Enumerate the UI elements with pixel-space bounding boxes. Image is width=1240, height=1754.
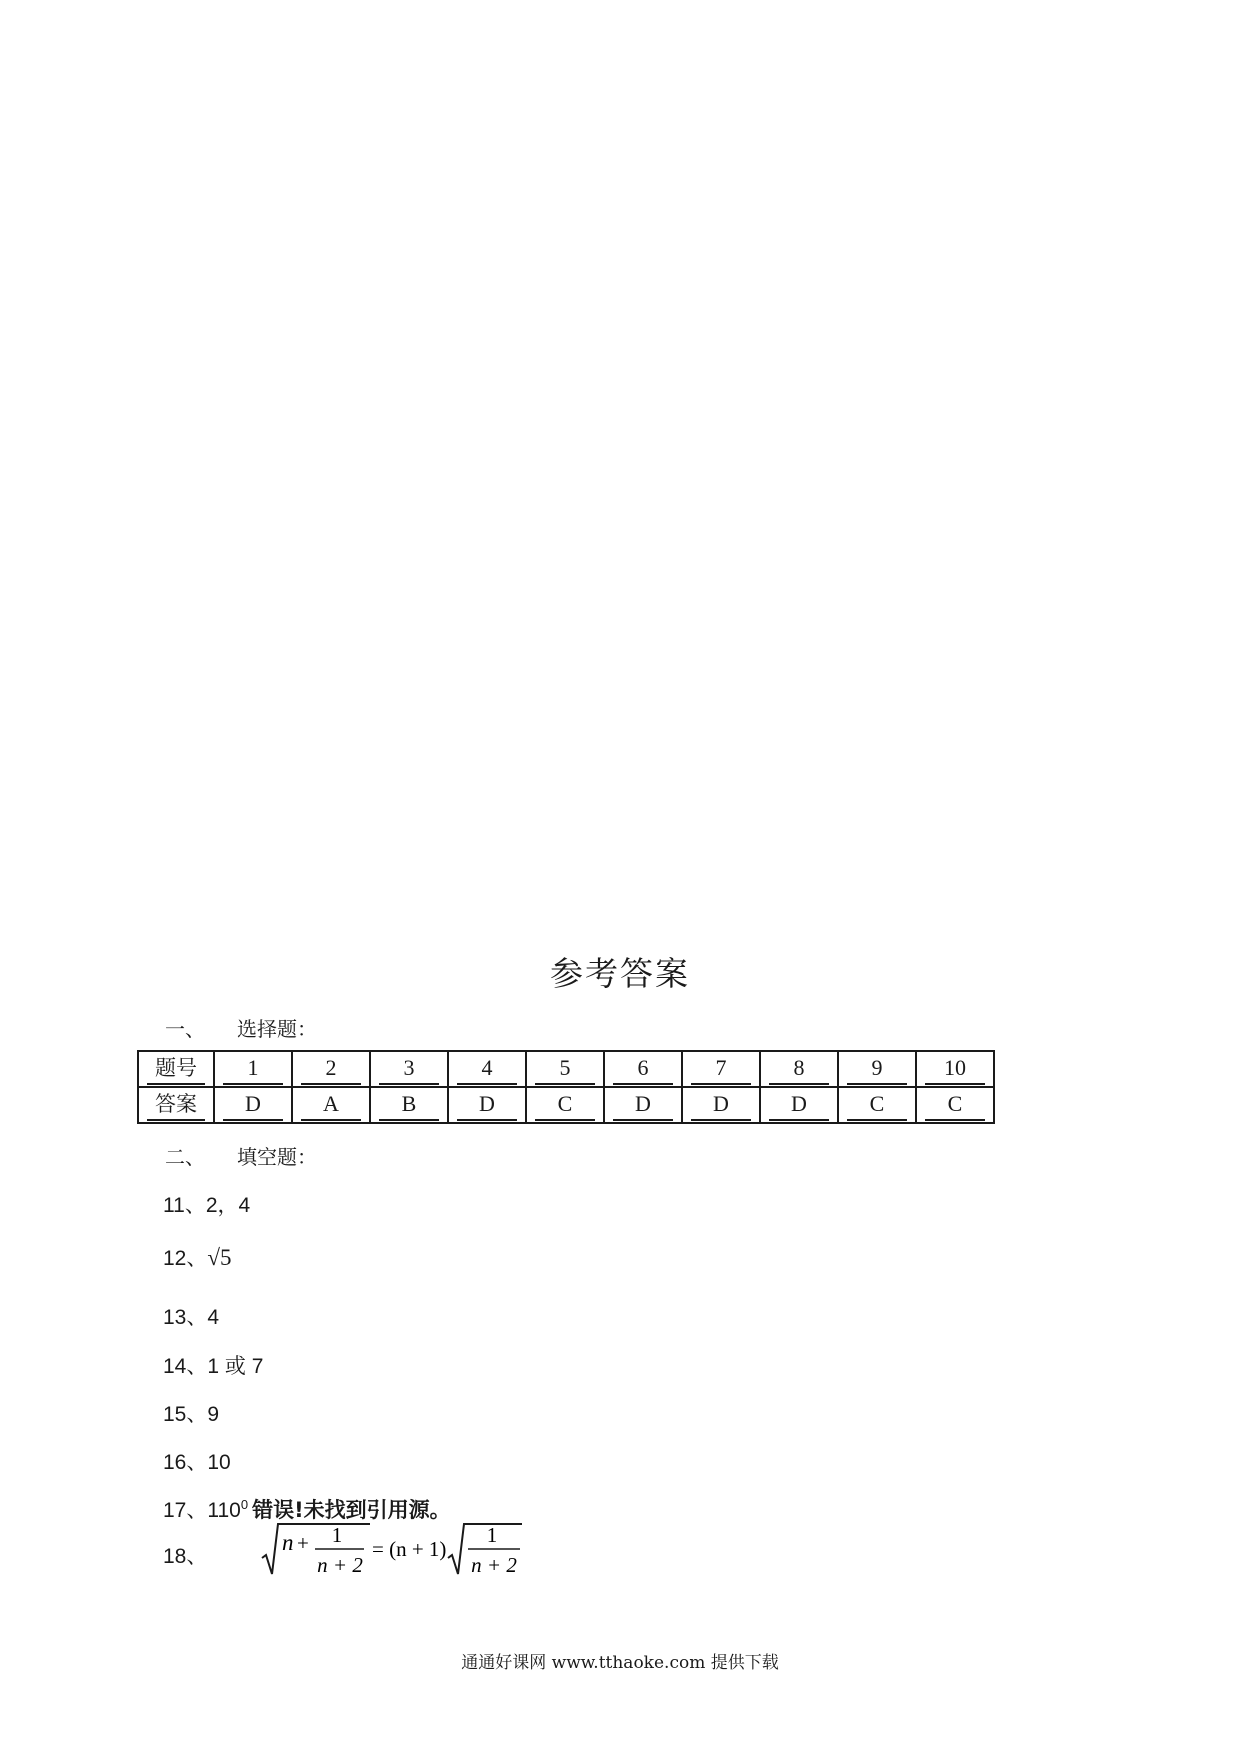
item-number: 11 — [163, 1194, 185, 1217]
section-choice-heading — [165, 1013, 317, 1042]
answer-letter: C — [847, 1089, 907, 1121]
item-separator: 、 — [186, 1450, 208, 1474]
section-fill-heading — [165, 1141, 317, 1170]
section-label: 填空题： — [237, 1145, 317, 1169]
fraction-numerator: 1 — [331, 1523, 343, 1547]
question-cell — [448, 1051, 526, 1087]
item-answer: 110 — [207, 1499, 241, 1522]
question-cell — [370, 1051, 448, 1087]
answer-item-15 — [163, 1398, 219, 1428]
question-number: 2 — [301, 1053, 361, 1085]
question-number: 1 — [223, 1053, 283, 1085]
item-separator: 、 — [186, 1544, 208, 1568]
item-answer: √5 — [207, 1245, 232, 1270]
question-cell — [214, 1051, 292, 1087]
item-answer: 4 — [207, 1306, 220, 1329]
answer-item-16 — [163, 1446, 231, 1476]
answer-item-14 — [163, 1350, 263, 1380]
reference-error-text: 错误!未找到引用源。 — [252, 1498, 451, 1522]
answer-cell — [292, 1087, 370, 1123]
answer-cell — [604, 1087, 682, 1123]
answer-cell — [526, 1087, 604, 1123]
answer-item-12 — [163, 1242, 231, 1272]
question-cell — [526, 1051, 604, 1087]
question-cell — [838, 1051, 916, 1087]
answer-cell — [916, 1087, 994, 1123]
question-cell — [916, 1051, 994, 1087]
formula-n: n — [282, 1530, 294, 1555]
question-number: 8 — [769, 1053, 829, 1085]
question-cell — [604, 1051, 682, 1087]
item-separator: 、 — [186, 1354, 208, 1378]
answer-header-label: 答案 — [147, 1089, 205, 1121]
question-number: 5 — [535, 1053, 595, 1085]
answer-table — [137, 1050, 995, 1124]
item-number: 14 — [163, 1355, 187, 1378]
answer-item-18 — [163, 1540, 207, 1570]
item-separator: 、 — [186, 1498, 208, 1522]
answer-cell — [760, 1087, 838, 1123]
answer-letter: B — [379, 1089, 439, 1121]
answer-letter: D — [613, 1089, 673, 1121]
section-number: 二、 — [165, 1145, 205, 1169]
degree-superscript: 0 — [240, 1497, 249, 1512]
question-cell — [682, 1051, 760, 1087]
answer-cell — [370, 1087, 448, 1123]
formula-equals: = (n + 1) — [372, 1537, 447, 1561]
page-title: 参考答案 — [550, 954, 690, 993]
item-answer: 10 — [207, 1451, 231, 1474]
fraction-denominator: n + 2 — [317, 1553, 363, 1577]
question-cell — [292, 1051, 370, 1087]
item-answer: 1 或 7 — [207, 1355, 264, 1378]
question-number: 6 — [613, 1053, 673, 1085]
question-number: 7 — [691, 1053, 751, 1085]
question-header-label: 题号 — [147, 1053, 205, 1085]
item-separator: 、 — [186, 1246, 208, 1270]
answer-cell — [214, 1087, 292, 1123]
answer-cell — [838, 1087, 916, 1123]
answer-header-cell — [138, 1087, 214, 1123]
answer-row — [138, 1087, 994, 1123]
answer-letter: C — [535, 1089, 595, 1121]
answer-letter: D — [691, 1089, 751, 1121]
footer-source: 通通好课网 www.tthaoke.com 提供下载 — [461, 1653, 779, 1673]
answer-letter: D — [457, 1089, 517, 1121]
answer-letter: A — [301, 1089, 361, 1121]
formula-plus: + — [297, 1531, 309, 1555]
answer-letter: D — [769, 1089, 829, 1121]
question-number: 9 — [847, 1053, 907, 1085]
answer-cell — [682, 1087, 760, 1123]
item-number: 12 — [163, 1247, 187, 1270]
item-separator: 、 — [186, 1305, 208, 1329]
answer-letter: D — [223, 1089, 283, 1121]
question-number: 3 — [379, 1053, 439, 1085]
item-number: 13 — [163, 1306, 187, 1329]
question-number: 4 — [457, 1053, 517, 1085]
question-row — [138, 1051, 994, 1087]
item18-formula — [260, 1506, 540, 1578]
answer-letter: C — [925, 1089, 985, 1121]
fraction-denominator: n + 2 — [471, 1553, 517, 1577]
item-number: 17 — [163, 1499, 187, 1522]
item-separator: 、 — [186, 1402, 208, 1426]
item-number: 15 — [163, 1403, 187, 1426]
answer-item-13 — [163, 1301, 219, 1331]
question-cell — [760, 1051, 838, 1087]
item-answer: 9 — [207, 1403, 220, 1426]
item-number: 16 — [163, 1451, 187, 1474]
question-number: 10 — [925, 1053, 985, 1085]
question-header-cell — [138, 1051, 214, 1087]
answer-cell — [448, 1087, 526, 1123]
item-separator: 、 — [184, 1193, 206, 1217]
section-label: 选择题： — [237, 1017, 317, 1041]
item-answer: 2，4 — [205, 1194, 251, 1217]
item-number: 18 — [163, 1545, 187, 1568]
section-number: 一、 — [165, 1017, 205, 1041]
fraction-numerator: 1 — [486, 1523, 498, 1547]
answer-item-11 — [163, 1189, 250, 1219]
